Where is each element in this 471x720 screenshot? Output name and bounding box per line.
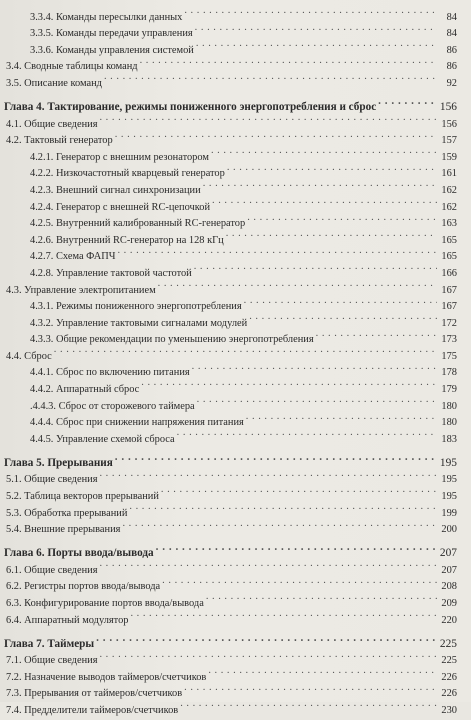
toc-page-number: 207	[439, 547, 457, 560]
toc-chapter-entry	[4, 538, 457, 560]
toc-entry-title: 6.4. Аппаратный модулятор	[6, 614, 129, 626]
toc-entry-title: 5.2. Таблица векторов прерываний	[6, 491, 159, 503]
dot-leader	[54, 342, 437, 359]
toc-page-number: 84	[446, 11, 457, 23]
toc-entry-title: 3.4. Сводные таблицы команд	[6, 61, 138, 73]
dot-leader	[197, 392, 437, 409]
dot-leader	[117, 243, 437, 260]
toc-entry-title: 3.3.6. Команды управления системой	[30, 44, 194, 56]
toc-entry-title: 3.3.4. Команды пересылки данных	[30, 11, 183, 23]
toc-page-number: 208	[441, 581, 457, 593]
toc-entry-title: 5.1. Общие сведения	[6, 474, 98, 486]
dot-leader	[203, 176, 437, 193]
dot-leader	[140, 53, 437, 70]
toc-entry-title: 4.4.4. Сброс при снижении напряжения питания	[30, 417, 244, 429]
toc-page-number: 157	[441, 135, 457, 147]
toc-entry-title: 4.4.2. Аппаратный сброс	[30, 384, 140, 396]
toc-page-number: 165	[441, 234, 457, 246]
dot-leader	[378, 92, 437, 110]
toc-entry-title: 7.4. Предделители таймеров/счетчиков	[6, 704, 179, 716]
toc-page-number: 226	[441, 671, 457, 683]
toc-page-number: 86	[446, 44, 457, 56]
toc-entry-title: 4.2.4. Генератор с внешней RC-цепочкой	[30, 201, 211, 213]
toc-entry-title: 4.4.5. Управление схемой сброса	[30, 433, 175, 445]
dot-leader	[180, 696, 437, 713]
dot-leader	[212, 193, 437, 210]
dot-leader	[99, 647, 437, 664]
toc-entry-title: 4.2.3. Внешний сигнал синхронизации	[30, 184, 201, 196]
toc-entry-title: .4.4.3. Сброс от сторожевого таймера	[30, 400, 195, 412]
dot-leader	[208, 663, 437, 680]
toc-entry-title: 4.2.6. Внутренний RC-генератор на 128 кГц	[30, 234, 224, 246]
toc-entry-title: Глава 7. Таймеры	[4, 637, 95, 650]
dot-leader	[184, 680, 437, 697]
toc-page-number: 220	[441, 614, 457, 626]
toc-page-number: 195	[441, 474, 457, 486]
toc-page-number: 180	[441, 417, 457, 429]
dot-leader	[184, 3, 437, 20]
toc-page-number: 230	[441, 704, 457, 716]
toc-entry-title: 4.2.1. Генератор с внешним резонатором	[30, 151, 209, 163]
dot-leader	[316, 326, 437, 343]
toc-page-number: 84	[446, 28, 457, 40]
toc-page-number: 172	[441, 317, 457, 329]
dot-leader	[99, 466, 437, 483]
dot-leader	[194, 259, 437, 276]
toc-page-number: 166	[441, 267, 457, 279]
toc-page-number: 156	[441, 118, 457, 130]
dot-leader	[249, 309, 437, 326]
dot-leader	[129, 499, 437, 516]
toc-entry-title: 4.3.1. Режимы пониженного энергопотребления	[30, 301, 242, 313]
dot-leader	[115, 127, 437, 144]
toc-page-number: 162	[441, 184, 457, 196]
toc-entry-title: 4.4.1. Сброс по включению питания	[30, 367, 190, 379]
toc-entry-title: 4.2.8. Управление тактовой частотой	[30, 267, 192, 279]
toc-entry-title: 3.3.5. Команды передачи управления	[30, 28, 193, 40]
toc-page-number: 162	[441, 201, 457, 213]
toc-entry-title: 4.3. Управление электропитанием	[6, 284, 156, 296]
dot-leader	[226, 226, 437, 243]
toc-entry-title: Глава 4. Тактирование, режимы пониженного энергопотребления и сброс	[4, 100, 377, 113]
toc-page-number: 159	[441, 151, 457, 163]
toc-page-number: 226	[441, 688, 457, 700]
toc-page-number: 225	[439, 637, 457, 650]
toc-entry-title: 4.2. Тактовый генератор	[6, 135, 113, 147]
toc-page-number: 175	[441, 350, 457, 362]
toc-entry-title: 4.3.2. Управление тактовыми сигналами модулей	[30, 317, 248, 329]
dot-leader	[162, 573, 437, 590]
toc-page-number: 225	[441, 655, 457, 667]
toc-entry-title: 3.5. Описание команд	[6, 77, 102, 89]
toc-chapter-entry	[4, 92, 457, 113]
toc-chapter-entry	[4, 629, 457, 650]
toc-page-number: 180	[441, 400, 457, 412]
toc-page-number: 86	[446, 61, 457, 73]
toc-entry-title: 6.2. Регистры портов ввода/вывода	[6, 581, 161, 593]
toc-entry	[4, 342, 457, 362]
dot-leader	[161, 482, 437, 499]
toc-entry-title: 4.2.5. Внутренний калиброванный RC-генератор	[30, 218, 246, 230]
dot-leader	[246, 409, 437, 426]
toc-entry-title: 4.3.3. Общие рекомендации по уменьшению энергопотребления	[30, 334, 314, 346]
toc-entry-title: 6.3. Конфигурирование портов ввода/вывода	[6, 598, 204, 609]
dot-leader	[211, 143, 437, 160]
toc-page-number: 179	[441, 384, 457, 396]
dot-leader	[177, 425, 437, 442]
toc-entry-title: Глава 6. Порты ввода/вывода	[4, 547, 154, 560]
toc-page-number: 209	[441, 598, 457, 609]
table-of-contents	[4, 3, 457, 716]
toc-page-number: 199	[441, 507, 457, 519]
dot-leader	[247, 210, 437, 227]
toc-entry	[4, 359, 457, 379]
dot-leader	[99, 556, 437, 573]
dot-leader	[206, 589, 437, 606]
toc-entry-title: 4.2.7. Схема ФАПЧ	[30, 251, 116, 263]
toc-entry-title: 4.2.2. Низкочастотный кварцевый генератор	[30, 168, 225, 180]
toc-entry-title: Глава 5. Прерывания	[4, 456, 113, 469]
toc-entry-title: 5.3. Обработка прерываний	[6, 507, 128, 519]
toc-entry-title: 7.3. Прерывания от таймеров/счетчиков	[6, 688, 183, 700]
toc-page-number: 165	[441, 251, 457, 263]
toc-page-number: 163	[441, 218, 457, 230]
dot-leader	[96, 629, 437, 647]
dot-leader	[195, 20, 437, 37]
toc-page-number: 156	[439, 100, 457, 113]
dot-leader	[196, 36, 437, 53]
toc-entry-title: 7.2. Назначение выводов таймеров/счетчиков	[6, 671, 207, 683]
toc-page-number: 195	[441, 491, 457, 503]
dot-leader	[130, 606, 437, 623]
dot-leader	[156, 538, 437, 556]
dot-leader	[99, 110, 437, 127]
toc-page-number: 207	[441, 564, 457, 576]
toc-page-number: 161	[441, 168, 457, 180]
toc-entry-title: 6.1. Общие сведения	[6, 564, 98, 576]
toc-page-number: 195	[439, 456, 457, 469]
toc-page-number: 173	[441, 334, 457, 346]
dot-leader	[158, 276, 437, 293]
dot-leader	[104, 69, 437, 86]
toc-page-number: 178	[441, 367, 457, 379]
dot-leader	[115, 448, 437, 466]
dot-leader	[141, 375, 437, 392]
toc-entry	[4, 3, 457, 23]
toc-page-number: 167	[441, 301, 457, 313]
toc-page-number: 183	[441, 433, 457, 445]
toc-entry-title: 4.1. Общие сведения	[6, 118, 98, 130]
toc-page-number: 200	[441, 524, 457, 536]
dot-leader	[244, 293, 437, 310]
toc-entry-title: 7.1. Общие сведения	[6, 655, 98, 667]
dot-leader	[227, 160, 437, 177]
toc-entry-title: 5.4. Внешние прерывания	[6, 524, 121, 536]
toc-entry-title: 4.4. Сброс	[6, 350, 52, 362]
toc-chapter-entry	[4, 448, 457, 469]
dot-leader	[122, 516, 437, 533]
toc-page-number: 92	[446, 77, 457, 89]
toc-page-number: 167	[441, 284, 457, 296]
dot-leader	[192, 359, 437, 376]
